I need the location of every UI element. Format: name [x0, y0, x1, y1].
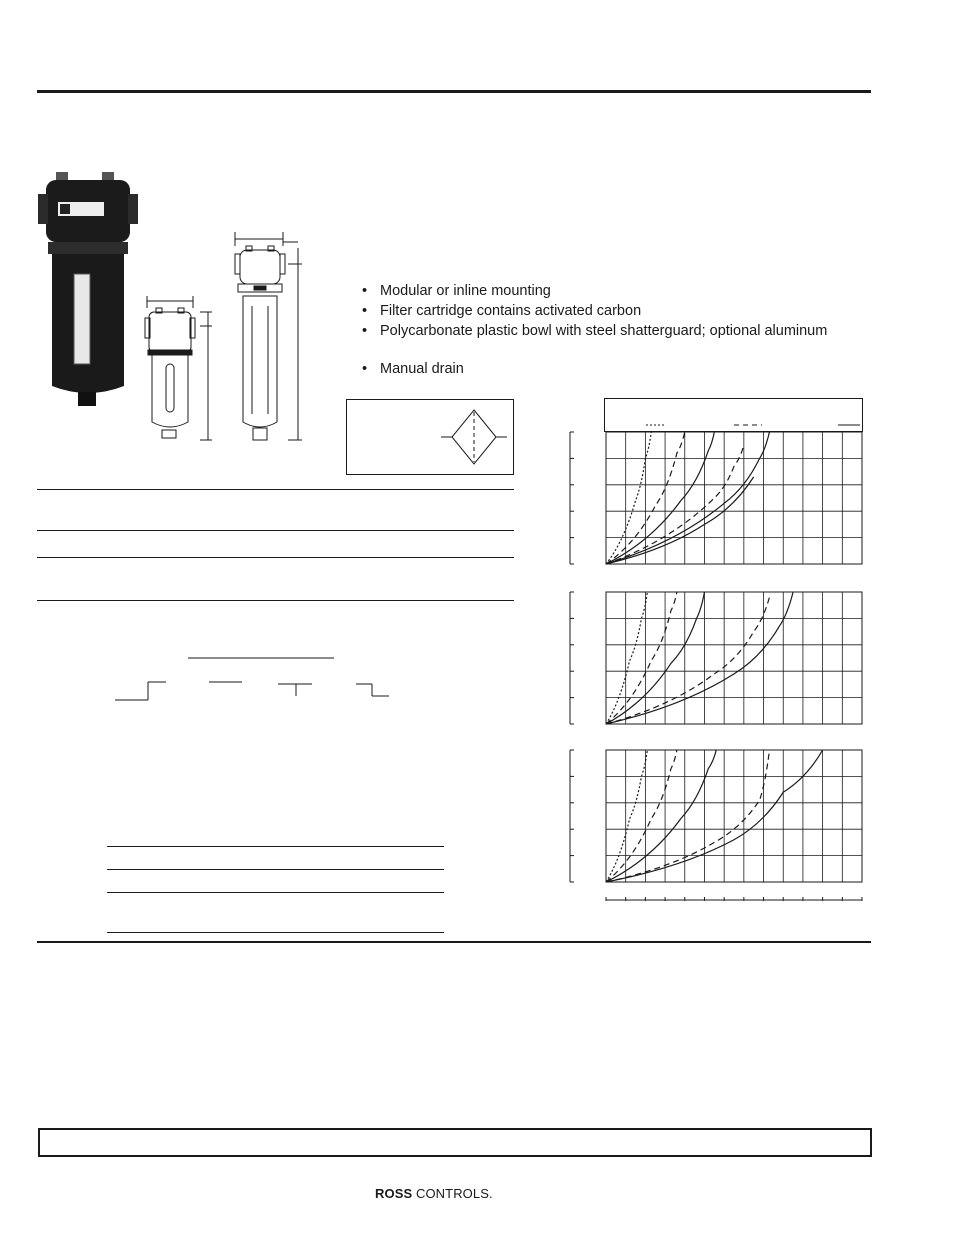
flow-chart-3 — [566, 746, 866, 908]
table-rule — [107, 869, 444, 870]
series-line — [606, 750, 647, 882]
series-line — [606, 592, 677, 724]
feature-item: • Filter cartridge contains activated carbon — [362, 301, 862, 321]
feature-item: • Polycarbonate plastic bowl with steel shatterguard; optional aluminum — [362, 321, 862, 341]
series-line — [606, 592, 647, 724]
table-rule — [37, 557, 514, 558]
series-line — [606, 432, 769, 564]
symbol-box — [346, 399, 514, 475]
series-line — [606, 750, 769, 882]
series-line — [606, 750, 716, 882]
series-line — [606, 592, 704, 724]
header-rule — [37, 90, 871, 93]
series-line — [606, 750, 677, 882]
filter-outline-large — [228, 228, 308, 444]
table-rule — [37, 489, 514, 490]
table-rule — [37, 600, 514, 601]
brand-logo — [375, 1186, 493, 1201]
feature-list — [362, 281, 862, 379]
chart-legend — [604, 398, 864, 432]
series-line — [606, 597, 769, 724]
plot-frame — [606, 432, 862, 564]
series-line — [606, 432, 714, 564]
table-rule — [107, 892, 444, 893]
feature-item: • Manual drain — [362, 359, 862, 379]
feature-item: • Modular or inline mounting — [362, 281, 862, 301]
brand-bold: ROSS — [375, 1186, 413, 1201]
filter-symbol-icon — [441, 406, 511, 468]
filter-unit-photo — [34, 168, 144, 410]
flow-chart-1 — [566, 428, 866, 570]
table-rule — [107, 846, 444, 847]
plot-frame — [606, 750, 862, 882]
footer-box — [38, 1128, 872, 1157]
ordering-diagram — [110, 652, 400, 708]
flow-chart-2 — [566, 588, 866, 730]
brand-rest: CONTROLS. — [412, 1186, 493, 1201]
table-rule — [107, 932, 444, 933]
table-rule — [37, 530, 514, 531]
section-rule — [37, 941, 871, 943]
filter-outline-small — [140, 292, 216, 444]
